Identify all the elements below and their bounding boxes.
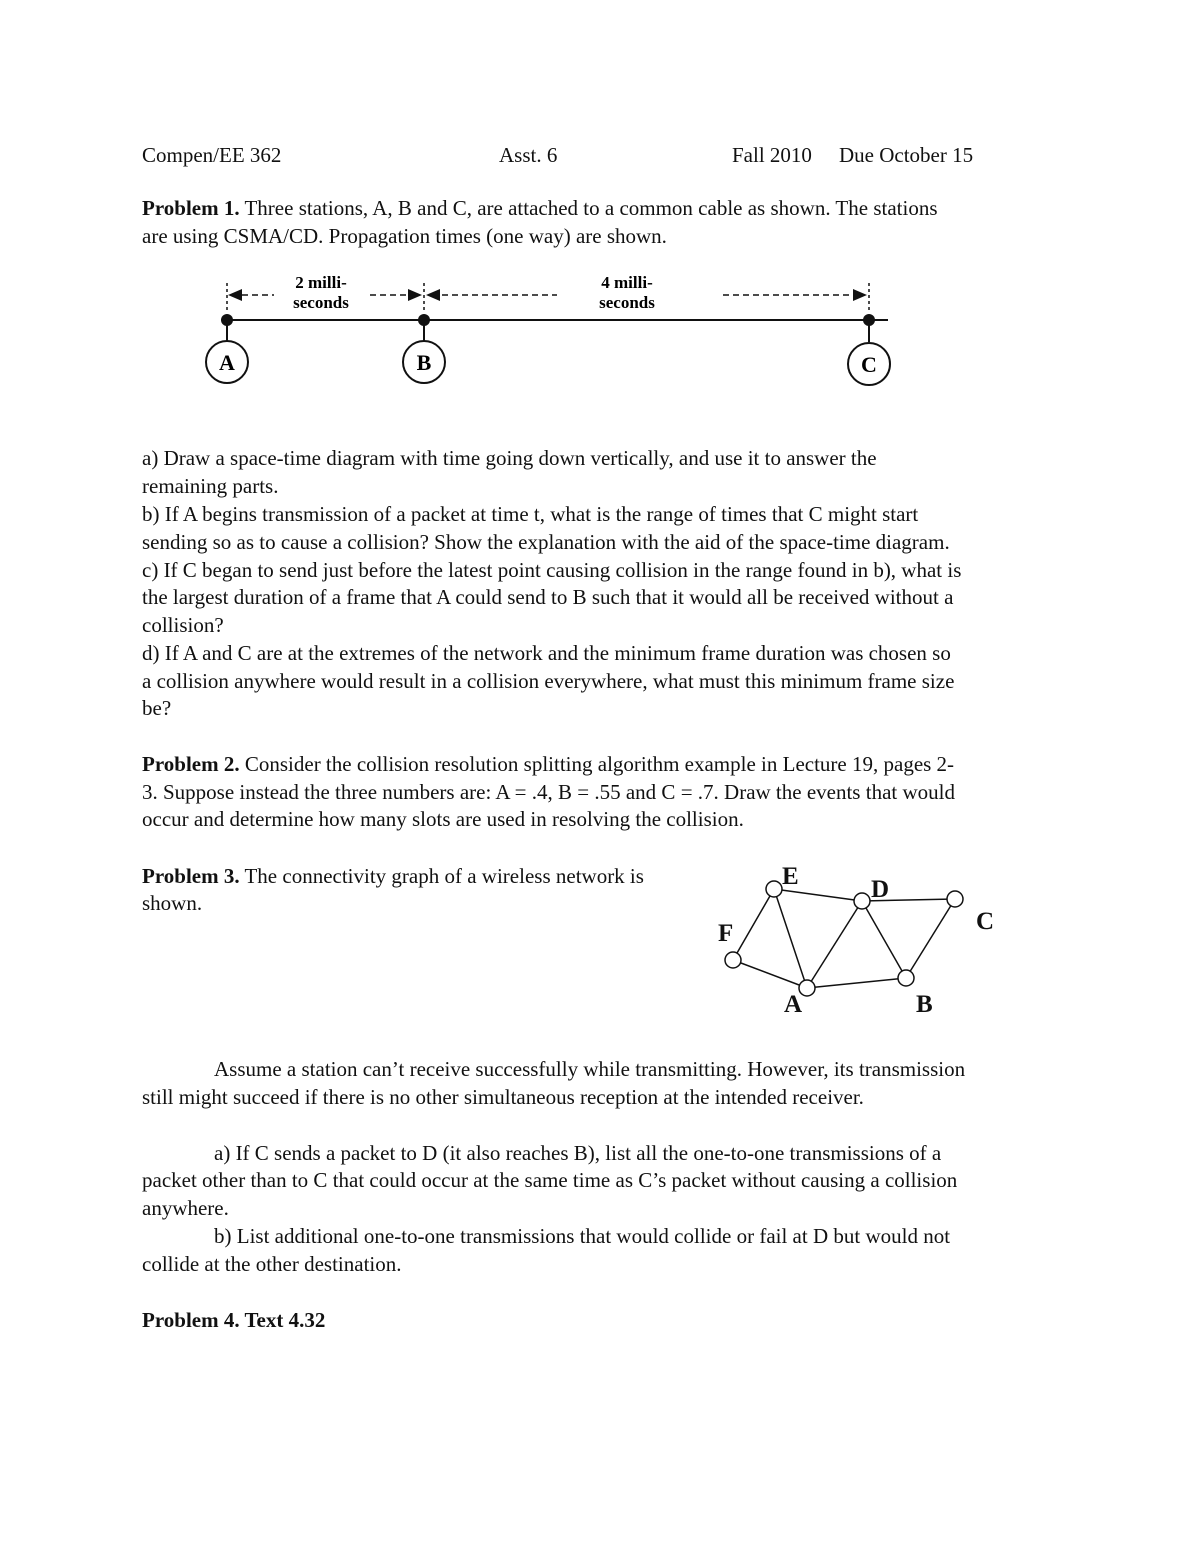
station-a-label: A bbox=[219, 350, 235, 375]
problem1-part-c-line1: c) If C began to send just before the latest point causing collision in the range found in b), what is bbox=[142, 558, 962, 582]
problem1-part-c-line3: collision? bbox=[142, 613, 224, 637]
station-b-label: B bbox=[416, 350, 432, 375]
problem3-part-a-line1: a) If C sends a packet to D (it also reaches B), list all the one-to-one transmissions of a bbox=[214, 1141, 942, 1165]
assignment-number: Asst. 6 bbox=[499, 143, 558, 167]
node-d bbox=[854, 893, 870, 909]
problem3-text: The connectivity graph of a wireless network is bbox=[239, 864, 644, 888]
problem4-line bbox=[142, 1306, 325, 1334]
due-date: Due October 15 bbox=[839, 143, 974, 167]
problem1-part-b-line2: sending so as to cause a collision? Show the explanation with the aid of the space-time diagram. bbox=[142, 530, 950, 554]
edge-d-b bbox=[862, 901, 906, 978]
problem2-line2: 3. Suppose instead the three numbers are: A = .4, B = .55 and C = .7. Draw the events that would bbox=[142, 780, 955, 804]
connectivity-graph bbox=[700, 860, 1040, 1025]
arrowhead-ab-right bbox=[408, 289, 422, 301]
problem3-part-a-line3: anywhere. bbox=[142, 1196, 229, 1220]
problem1-part-d-line1: d) If A and C are at the extremes of the network and the minimum frame duration was chosen so bbox=[142, 641, 951, 665]
node-f bbox=[725, 952, 741, 968]
edge-e-f bbox=[733, 889, 774, 960]
arrowhead-ab-left bbox=[228, 289, 242, 301]
problem1-text: Three stations, A, B and C, are attached to a common cable as shown. The stations bbox=[239, 196, 938, 220]
arrowhead-bc-left bbox=[426, 289, 440, 301]
node-e bbox=[766, 881, 782, 897]
problem1-part-d-line3: be? bbox=[142, 696, 172, 720]
node-d-label: D bbox=[871, 876, 890, 903]
station-c-label: C bbox=[861, 352, 877, 377]
problem2-line1 bbox=[142, 750, 954, 778]
edge-c-b bbox=[906, 899, 955, 978]
edge-a-b bbox=[807, 978, 906, 988]
node-a-label: A bbox=[784, 991, 803, 1018]
problem3-part-a-line2: packet other than to C that could occur at the same time as C’s packet without causing a collision bbox=[142, 1168, 958, 1192]
problem1-line1 bbox=[142, 194, 938, 222]
arrowhead-bc-right bbox=[853, 289, 867, 301]
bc-time-label-1: 4 milli- bbox=[601, 273, 653, 292]
edge-e-d bbox=[774, 889, 862, 901]
problem1-part-a-line1: a) Draw a space-time diagram with time going down vertically, and use it to answer the bbox=[142, 446, 877, 470]
problem3-part-b-line2: collide at the other destination. bbox=[142, 1252, 402, 1276]
node-f-label: F bbox=[718, 920, 734, 947]
problem3-label: Problem 3. bbox=[142, 864, 240, 888]
problem1-part-b-line1: b) If A begins transmission of a packet at time t, what is the range of times that C might start bbox=[142, 502, 919, 526]
problem2-line3: occur and determine how many slots are used in resolving the collision. bbox=[142, 807, 744, 831]
problem1-part-a-line2: remaining parts. bbox=[142, 474, 279, 498]
cable-diagram bbox=[190, 270, 910, 395]
problem1-part-d-line2: a collision anywhere would result in a collision everywhere, what must this minimum frame size bbox=[142, 669, 955, 693]
ab-time-label-2: seconds bbox=[293, 293, 349, 312]
problem1-label: Problem 1. bbox=[142, 196, 240, 220]
edge-f-a bbox=[733, 960, 807, 988]
problem4-text: Text 4.32 bbox=[239, 1308, 326, 1332]
problem4-label: Problem 4. bbox=[142, 1308, 240, 1332]
problem1-part-c-line2: the largest duration of a frame that A could send to B such that it would all be received without a bbox=[142, 585, 954, 609]
course-name: Compen/EE 362 bbox=[142, 143, 282, 167]
problem2-label: Problem 2. bbox=[142, 752, 240, 776]
node-c bbox=[947, 891, 963, 907]
problem3-line1 bbox=[142, 862, 644, 890]
node-b-label: B bbox=[916, 991, 933, 1018]
problem3-assume-line1: Assume a station can’t receive successfully while transmitting. However, its transmission bbox=[214, 1057, 966, 1081]
node-e-label: E bbox=[782, 863, 799, 890]
edge-d-a bbox=[807, 901, 862, 988]
problem1-line2: are using CSMA/CD. Propagation times (one way) are shown. bbox=[142, 224, 667, 248]
problem3-part-b-line1: b) List additional one-to-one transmissions that would collide or fail at D but would not bbox=[214, 1224, 951, 1248]
term: Fall 2010 bbox=[732, 143, 812, 167]
problem2-text: Consider the collision resolution splitting algorithm example in Lecture 19, pages 2- bbox=[239, 752, 955, 776]
node-b bbox=[898, 970, 914, 986]
problem3-line2: shown. bbox=[142, 891, 203, 915]
problem3-assume-line2: still might succeed if there is no other simultaneous reception at the intended receiver. bbox=[142, 1085, 864, 1109]
edge-e-a bbox=[774, 889, 807, 988]
bc-time-label-2: seconds bbox=[599, 293, 655, 312]
ab-time-label-1: 2 milli- bbox=[295, 273, 347, 292]
node-c-label: C bbox=[976, 908, 995, 935]
